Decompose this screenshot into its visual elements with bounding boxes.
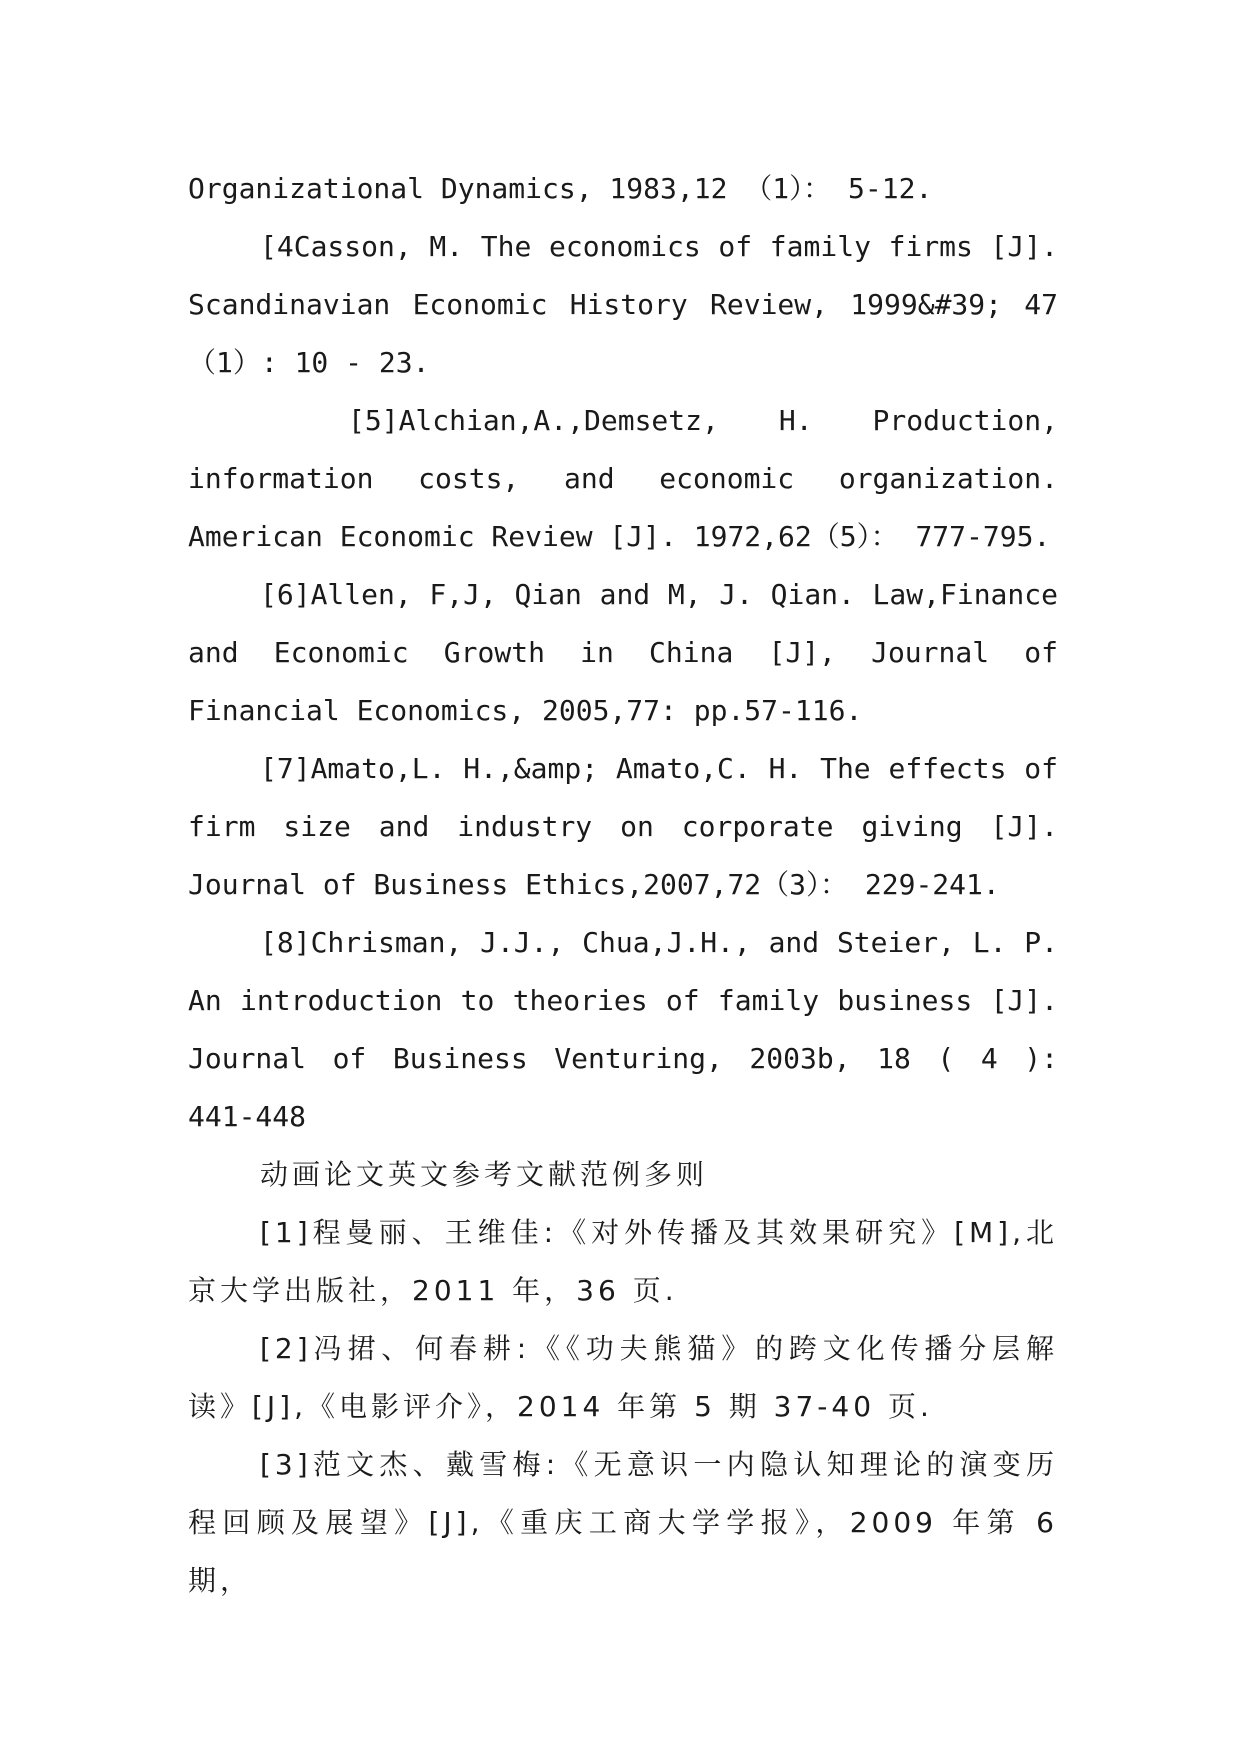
reference-7: [7]Amato,L. H.,&amp; Amato,C. H. The effects of firm size and industry on corporate giving [J]. Journal of Business Ethics,2007,72（3）： 229-241.	[188, 752, 1058, 901]
reference-5: [5]Alchian,A.,Demsetz, H. Production, information costs, and economic organization. American Economic Review [J]. 1972,62（5）： 777-795.	[188, 404, 1058, 553]
document-page	[188, 160, 1058, 1610]
reference-8: [8]Chrisman, J.J., Chua,J.H., and Steier, L. P. An introduction to theories of family business [J]. Journal of Business Venturing, 2003b, 18 ( 4 ): 441-448	[188, 926, 1058, 1133]
reference-6: [6]Allen, F,J, Qian and M, J. Qian. Law,Finance and Economic Growth in China [J], Journal of Financial Economics, 2005,77: pp.57-116.	[188, 578, 1058, 727]
cn-reference-1: [1]程曼丽、王维佳:《对外传播及其效果研究》[M],北京大学出版社，2011 年，36 页.	[188, 1216, 1058, 1307]
reference-4: [4Casson, M. The economics of family firms [J]. Scandinavian Economic History Review, 1999&#39; 47 （1）: 10 - 23.	[188, 230, 1058, 379]
cn-reference-3: [3]范文杰、戴雪梅:《无意识一内隐认知理论的演变历程回顾及展望》[J],《重庆工商大学学报》，2009 年第 6 期，	[188, 1448, 1058, 1597]
cn-reference-2: [2]冯捃、何春耕:《《功夫熊猫》的跨文化传播分层解读》[J],《电影评介》，2014 年第 5 期 37-40 页.	[188, 1332, 1058, 1423]
section-heading: 动画论文英文参考文献范例多则	[260, 1158, 709, 1191]
reference-continuation: Organizational Dynamics, 1983,12 （1）： 5-12.	[188, 172, 933, 205]
